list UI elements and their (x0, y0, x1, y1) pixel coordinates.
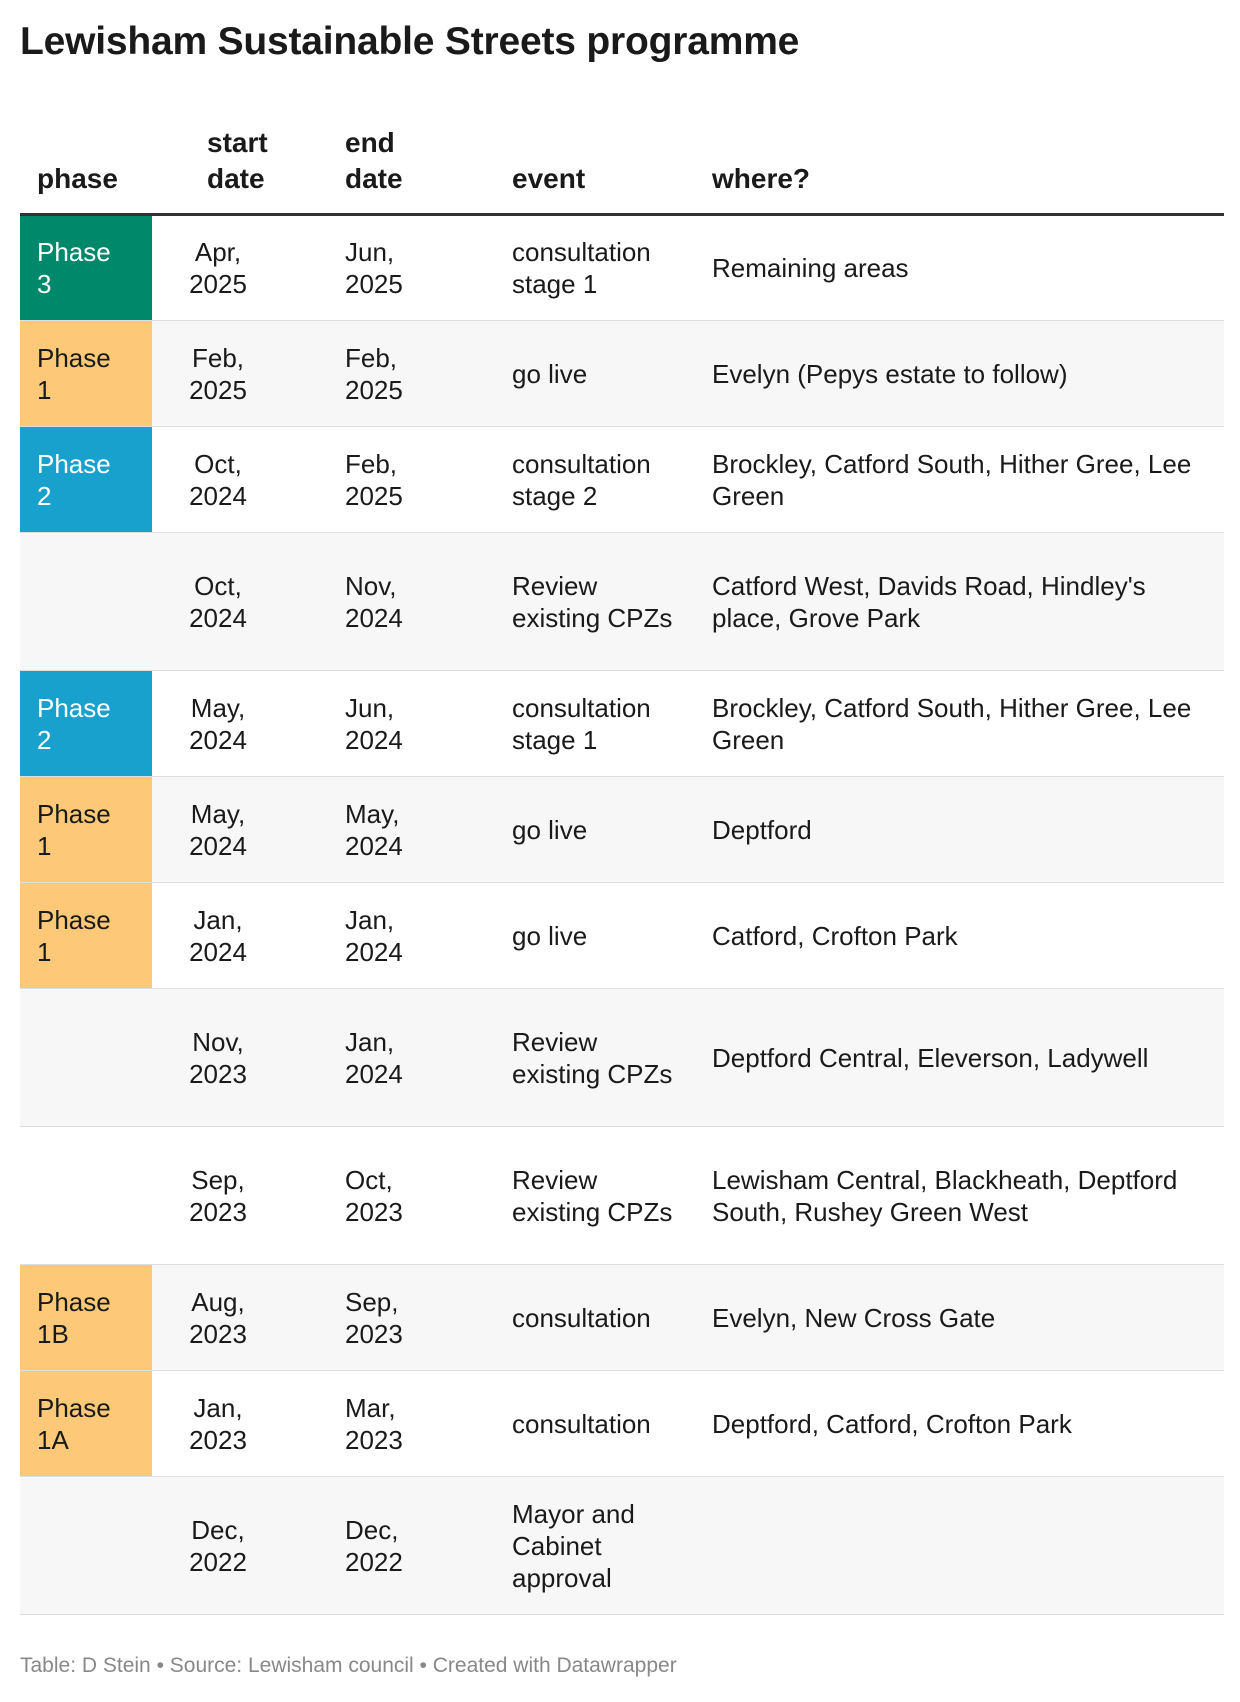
where-cell (702, 321, 1224, 427)
event-cell (482, 533, 702, 671)
end-date-cell (304, 1265, 482, 1371)
end-date-cell (304, 321, 482, 427)
end-date-cell (304, 883, 482, 989)
phase-cell-text: Phase 2 (37, 692, 111, 755)
event-cell-text: consultation stage 1 (512, 692, 651, 755)
end-date-cell-text: Jun, 2025 (345, 237, 403, 299)
phase-cell (20, 777, 152, 883)
end-date-cell-text: Dec, 2022 (345, 1514, 403, 1577)
event-cell-text: consultation stage 2 (512, 448, 651, 511)
phase-cell (20, 1265, 152, 1371)
start-date-cell-text: Aug, 2023 (189, 1286, 247, 1349)
end-date-cell-text: Sep, 2023 (345, 1286, 403, 1349)
end-date-cell-text: Oct, 2023 (345, 1164, 403, 1227)
event-cell-text: Review existing CPZs (512, 570, 673, 633)
table-row (20, 1477, 1224, 1615)
event-cell-text: consultation (512, 1408, 651, 1439)
where-cell (702, 1477, 1224, 1615)
event-cell (482, 671, 702, 777)
end-date-cell (304, 427, 482, 533)
where-cell-text: Brockley, Catford South, Hither Gree, Lee Green (712, 448, 1192, 511)
phase-cell (20, 1127, 152, 1265)
start-date-cell (152, 533, 304, 671)
start-date-cell-text: Jan, 2023 (189, 1392, 247, 1455)
start-date-cell (152, 1371, 304, 1477)
event-cell-text: consultation (512, 1302, 651, 1333)
where-cell-text: Evelyn, New Cross Gate (712, 1302, 996, 1333)
start-date-cell (152, 777, 304, 883)
where-cell (702, 1127, 1224, 1265)
start-date-cell-text: May, 2024 (189, 692, 247, 755)
table-row (20, 321, 1224, 427)
start-date-cell-text: Nov, 2023 (189, 1026, 247, 1089)
table-row (20, 671, 1224, 777)
start-date-cell (152, 989, 304, 1127)
where-cell (702, 671, 1224, 777)
phase-cell (20, 883, 152, 989)
table-row (20, 1127, 1224, 1265)
where-cell-text: Deptford (712, 814, 812, 845)
table-row (20, 989, 1224, 1127)
event-cell-text: consultation stage 1 (512, 237, 651, 299)
event-cell-text: Review existing CPZs (512, 1164, 673, 1227)
event-cell-text: go live (512, 814, 588, 845)
where-cell (702, 777, 1224, 883)
end-date-cell (304, 671, 482, 777)
phase-cell-text: Phase 2 (37, 448, 111, 511)
page-title: Lewisham Sustainable Streets programme (20, 20, 800, 63)
table-row (20, 533, 1224, 671)
end-date-cell-text: Nov, 2024 (345, 570, 403, 633)
event-cell (482, 989, 702, 1127)
start-date-cell (152, 1477, 304, 1615)
where-cell (702, 989, 1224, 1127)
start-date-cell (152, 427, 304, 533)
event-cell (482, 321, 702, 427)
column-header-end-date[interactable]: end date (304, 125, 482, 215)
event-cell-text: go live (512, 358, 588, 389)
column-header-event[interactable]: event (482, 125, 702, 215)
phase-cell (20, 1477, 152, 1615)
end-date-cell-text: Jun, 2024 (345, 692, 403, 755)
table-row (20, 215, 1224, 321)
start-date-cell (152, 215, 304, 321)
start-date-cell (152, 321, 304, 427)
phase-cell (20, 671, 152, 777)
where-cell-text: Deptford, Catford, Crofton Park (712, 1408, 1072, 1439)
event-cell-text: go live (512, 920, 588, 951)
end-date-cell-text: Feb, 2025 (345, 342, 403, 405)
start-date-cell-text: Feb, 2025 (189, 342, 247, 405)
event-cell (482, 427, 702, 533)
end-date-cell (304, 989, 482, 1127)
column-header-start-date[interactable]: start date (152, 125, 304, 215)
column-header-phase[interactable]: phase (20, 125, 152, 215)
where-cell-text: Deptford Central, Eleverson, Ladywell (712, 1042, 1149, 1073)
end-date-cell-text: Mar, 2023 (345, 1392, 403, 1455)
phase-cell (20, 215, 152, 321)
header-row (20, 125, 1224, 215)
phase-cell (20, 1371, 152, 1477)
where-cell-text: Remaining areas (712, 253, 909, 283)
start-date-cell (152, 1265, 304, 1371)
start-date-cell-text: Sep, 2023 (189, 1164, 247, 1227)
end-date-cell-text: May, 2024 (345, 798, 403, 861)
start-date-cell-text: Dec, 2022 (189, 1514, 247, 1577)
table-row (20, 1265, 1224, 1371)
phase-cell (20, 533, 152, 671)
event-cell (482, 1127, 702, 1265)
start-date-cell (152, 883, 304, 989)
event-cell (482, 883, 702, 989)
phase-cell-text: Phase 1 (37, 798, 111, 861)
end-date-cell (304, 1127, 482, 1265)
end-date-cell (304, 1477, 482, 1615)
where-cell (702, 1371, 1224, 1477)
footer-credits: Table: D Stein • Source: Lewisham council • Created with Datawrapper (20, 1654, 677, 1677)
where-cell-text: Brockley, Catford South, Hither Gree, Lee Green (712, 692, 1192, 755)
end-date-cell (304, 215, 482, 321)
where-cell (702, 1265, 1224, 1371)
end-date-cell (304, 533, 482, 671)
phase-cell-text: Phase 1 (37, 904, 111, 967)
phase-cell (20, 321, 152, 427)
where-cell (702, 215, 1224, 321)
start-date-cell-text: Jan, 2024 (189, 904, 247, 967)
table-row (20, 427, 1224, 533)
where-cell (702, 533, 1224, 671)
end-date-cell-text: Jan, 2024 (345, 1026, 403, 1089)
phase-cell (20, 989, 152, 1127)
column-header-where[interactable]: where? (702, 125, 1224, 215)
start-date-cell-text: Oct, 2024 (189, 448, 247, 511)
phase-cell (20, 427, 152, 533)
event-cell (482, 777, 702, 883)
event-cell-text: Review existing CPZs (512, 1026, 673, 1089)
event-cell (482, 1371, 702, 1477)
event-cell-text: Mayor and Cabinet approval (512, 1498, 635, 1593)
where-cell-text: Catford, Crofton Park (712, 920, 958, 951)
end-date-cell (304, 1371, 482, 1477)
event-cell (482, 1477, 702, 1615)
event-cell (482, 215, 702, 321)
phase-cell-text: Phase 1 (37, 342, 111, 405)
end-date-cell (304, 777, 482, 883)
start-date-cell (152, 671, 304, 777)
where-cell-text: Lewisham Central, Blackheath, Deptford South, Rushey Green West (712, 1164, 1178, 1227)
where-cell-text: Evelyn (Pepys estate to follow) (712, 358, 1068, 389)
where-cell (702, 427, 1224, 533)
phase-cell-text: Phase 3 (37, 237, 111, 299)
where-cell (702, 883, 1224, 989)
where-cell-text: Catford West, Davids Road, Hindley's place, Grove Park (712, 570, 1146, 633)
table-row (20, 777, 1224, 883)
table-body (20, 215, 1224, 1615)
phase-cell-text: Phase 1B (37, 1286, 111, 1349)
table-row (20, 883, 1224, 989)
end-date-cell-text: Jan, 2024 (345, 904, 403, 967)
start-date-cell (152, 1127, 304, 1265)
start-date-cell-text: Oct, 2024 (189, 570, 247, 633)
end-date-cell-text: Feb, 2025 (345, 448, 403, 511)
programme-table (20, 125, 1224, 1615)
phase-cell-text: Phase 1A (37, 1392, 111, 1455)
programme-table-wrap (20, 125, 1224, 1615)
table-row (20, 1371, 1224, 1477)
event-cell (482, 1265, 702, 1371)
start-date-cell-text: Apr, 2025 (189, 237, 247, 299)
start-date-cell-text: May, 2024 (189, 798, 247, 861)
